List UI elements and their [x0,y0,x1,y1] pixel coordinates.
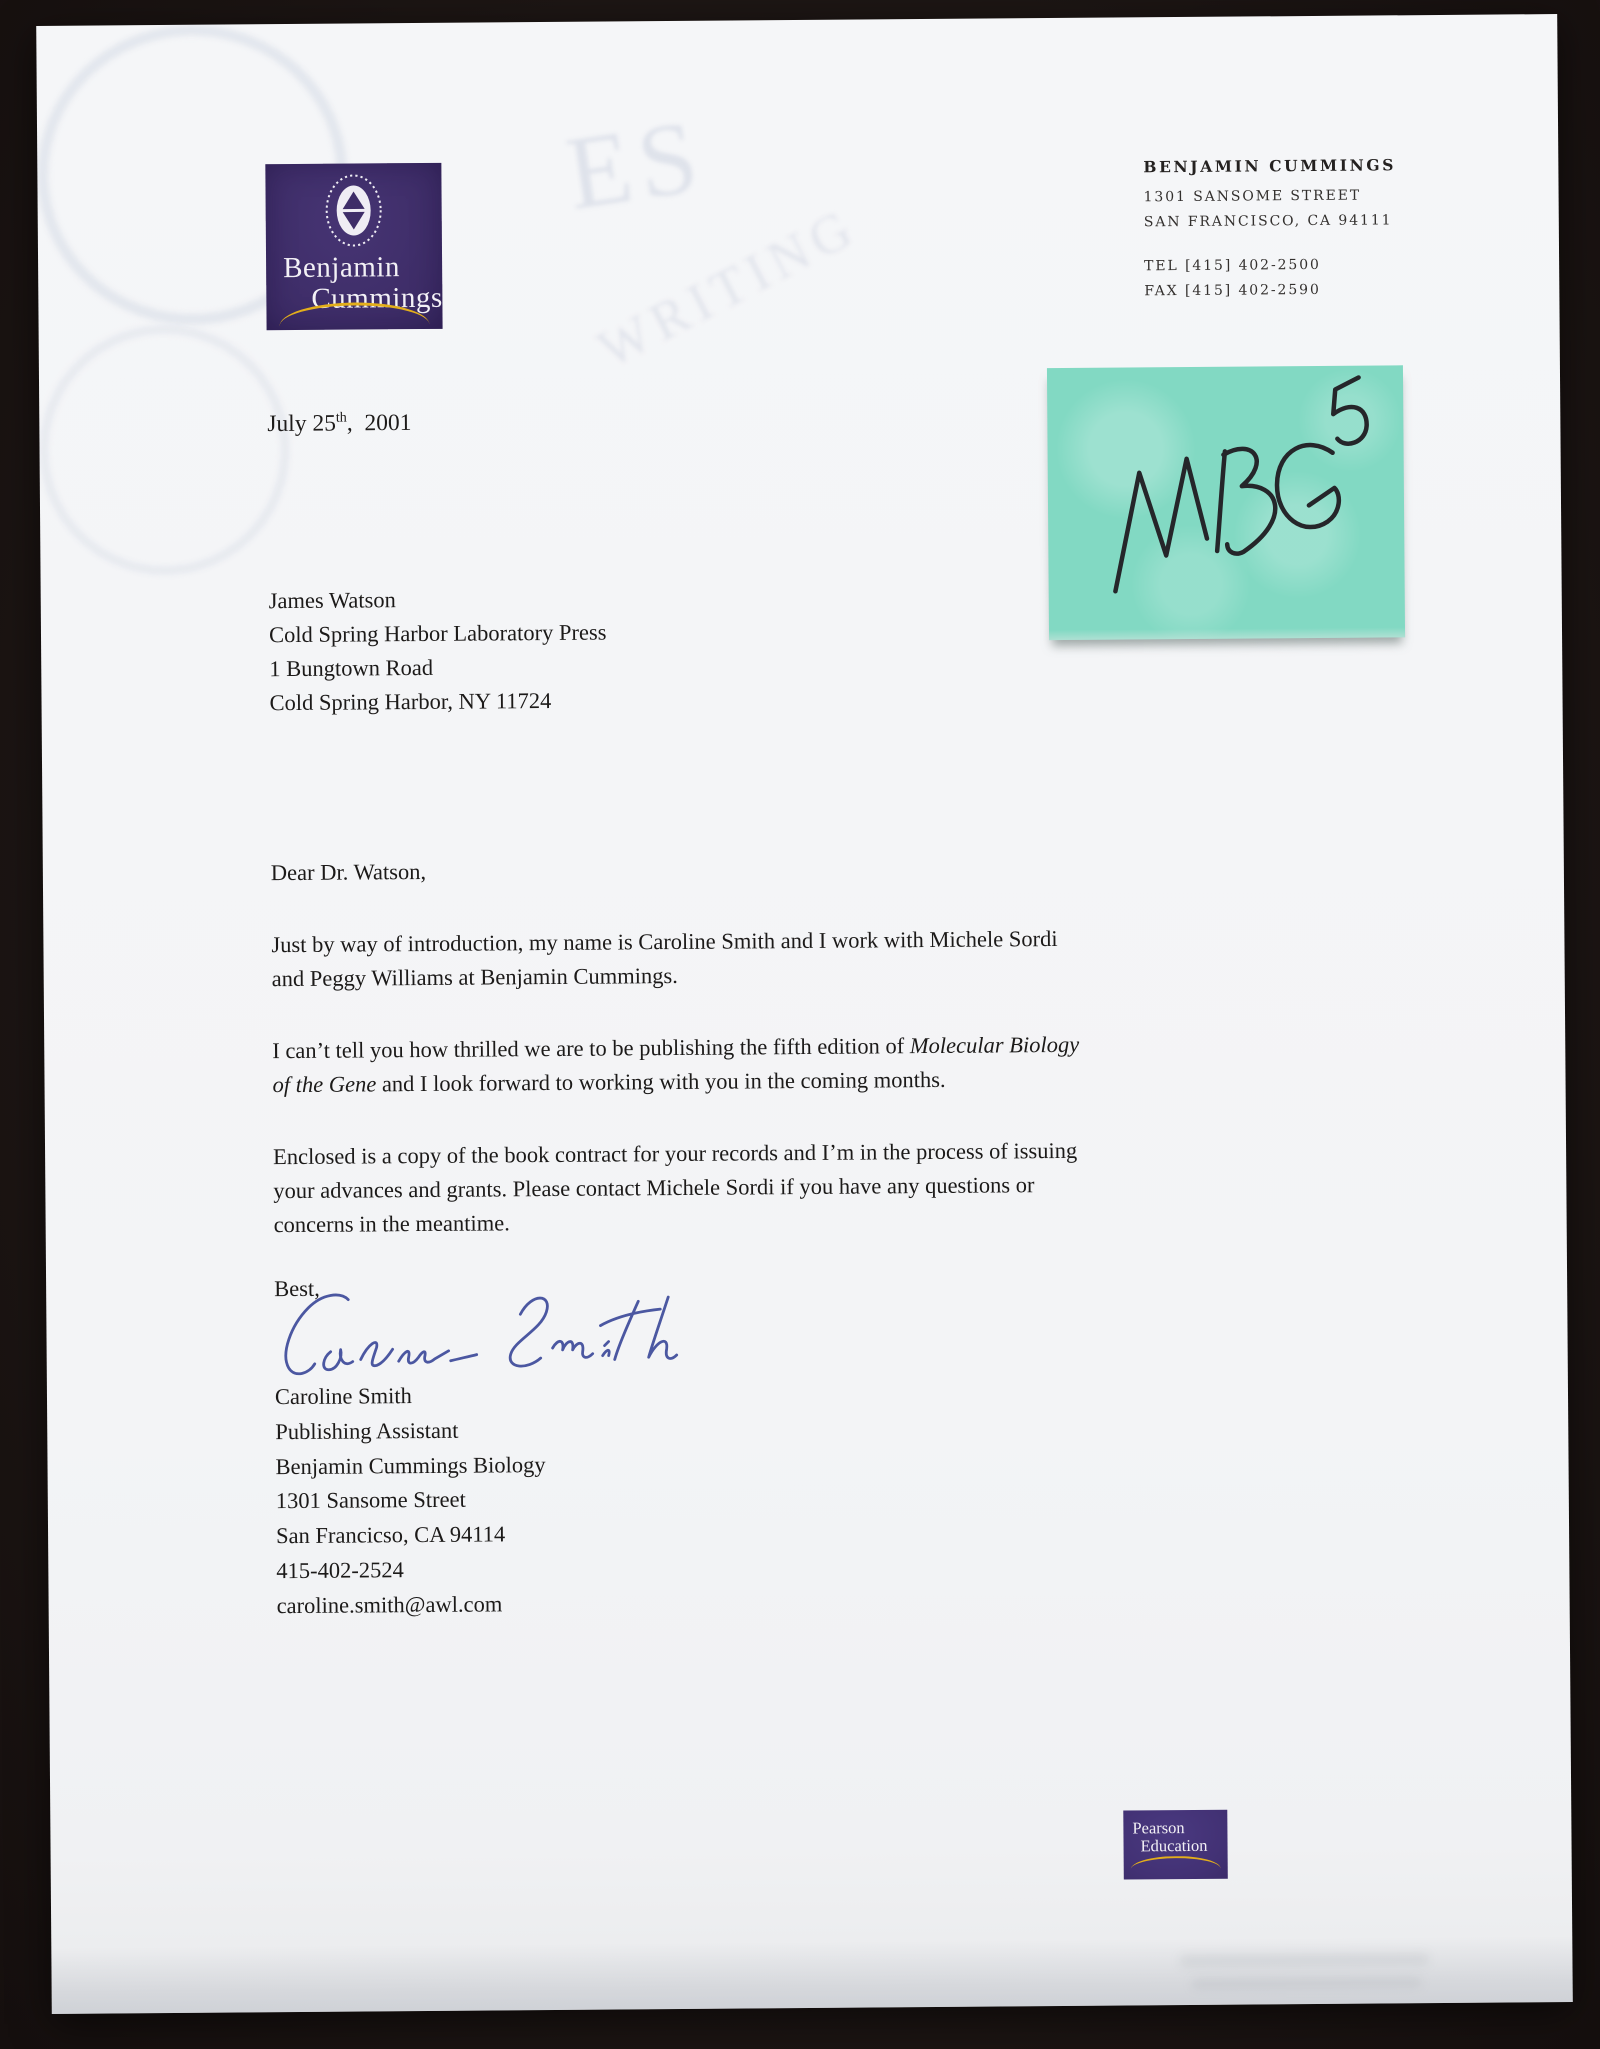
paragraph-text: I can’t tell you how thrilled we are to be publishing the fifth edition of [272,1033,910,1064]
letterhead-address-block [1143,155,1397,304]
sender-department: Benjamin Cummings Biology [275,1451,546,1479]
paragraph-line: your advances and grants. Please contact Michele Sordi if you have any questions or [273,1171,1035,1203]
sticky-note [1047,365,1405,640]
paragraph-line: Enclosed is a copy of the book contract for your records and I’m in the process of issuing [273,1137,1078,1170]
sender-name: Caroline Smith [274,1383,412,1410]
logo-gold-swoosh [279,302,429,349]
sender-email: caroline.smith@awl.com [276,1591,503,1618]
pearson-education-logo [1123,1810,1228,1880]
paragraph-line [272,1060,1332,1102]
sender-city: San Francicso, CA 94114 [275,1521,506,1549]
pearson-logo-text-pearson: Pearson [1132,1818,1185,1838]
recipient-street: 1 Bungtown Road [269,654,434,682]
sender-signoff-block [275,1378,547,1624]
letter-paper [36,14,1573,2014]
sender-title: Publishing Assistant [275,1417,459,1444]
letterhead-tel: TEL [415] 402-2500 [1144,256,1321,275]
letterhead-spacer [1144,233,1397,254]
ghost-watermark-ring-bottom [39,324,291,576]
letterhead-fax: FAX [415] 402-2590 [1144,281,1321,300]
date-ordinal-superscript: th [335,409,347,426]
paragraph-text: and I look forward to working with you in the coming months. [376,1066,946,1097]
body-paragraph-2 [272,1026,1332,1102]
book-title-italic: of the Gene [272,1071,377,1097]
recipient-name: James Watson [268,587,396,614]
recipient-city: Cold Spring Harbor, NY 11724 [269,687,552,716]
handwritten-signature [252,1283,693,1390]
recipient-organization: Cold Spring Harbor Laboratory Press [268,619,607,648]
logo-text-cummings: Cummings [311,281,443,315]
paragraph-line: concerns in the meantime. [273,1209,510,1237]
letterhead-city: SAN FRANCISCO, CA 94111 [1143,212,1393,231]
date-prefix: July 25 [267,410,337,438]
ghost-watermark-letters: ES [559,97,713,232]
letter-date [267,409,411,438]
sender-street: 1301 Sansome Street [275,1487,466,1514]
paragraph-line: Just by way of introduction, my name is Caroline Smith and I work with Michele Sordi [271,926,1058,958]
pearson-logo-text-education: Education [1140,1835,1208,1856]
handwritten-mbg5-note-text [1047,365,1405,640]
letterhead-street: 1301 SANSOME STREET [1143,187,1362,206]
pearson-logo-gold-swoosh [1131,1856,1221,1883]
letterhead-company-name: BENJAMIN CUMMINGS [1143,155,1397,177]
recipient-address-block [269,582,608,721]
ghost-watermark-word: WRITING [588,195,868,380]
benjamin-cummings-logo [265,163,442,330]
body-paragraph-1 [271,920,1331,996]
date-suffix: , 2001 [346,409,412,437]
paper-bottom-curl-shadow [51,1936,1572,2014]
paragraph-line: and Peggy Williams at Benjamin Cummings. [271,962,678,991]
sender-phone: 415-402-2524 [276,1557,404,1584]
logo-text-benjamin: Benjamin [282,251,401,285]
valediction: Best, [274,1275,320,1302]
salutation: Dear Dr. Watson, [270,858,427,886]
book-title-italic: Molecular Biology [909,1031,1080,1059]
body-paragraph-3 [273,1132,1334,1242]
